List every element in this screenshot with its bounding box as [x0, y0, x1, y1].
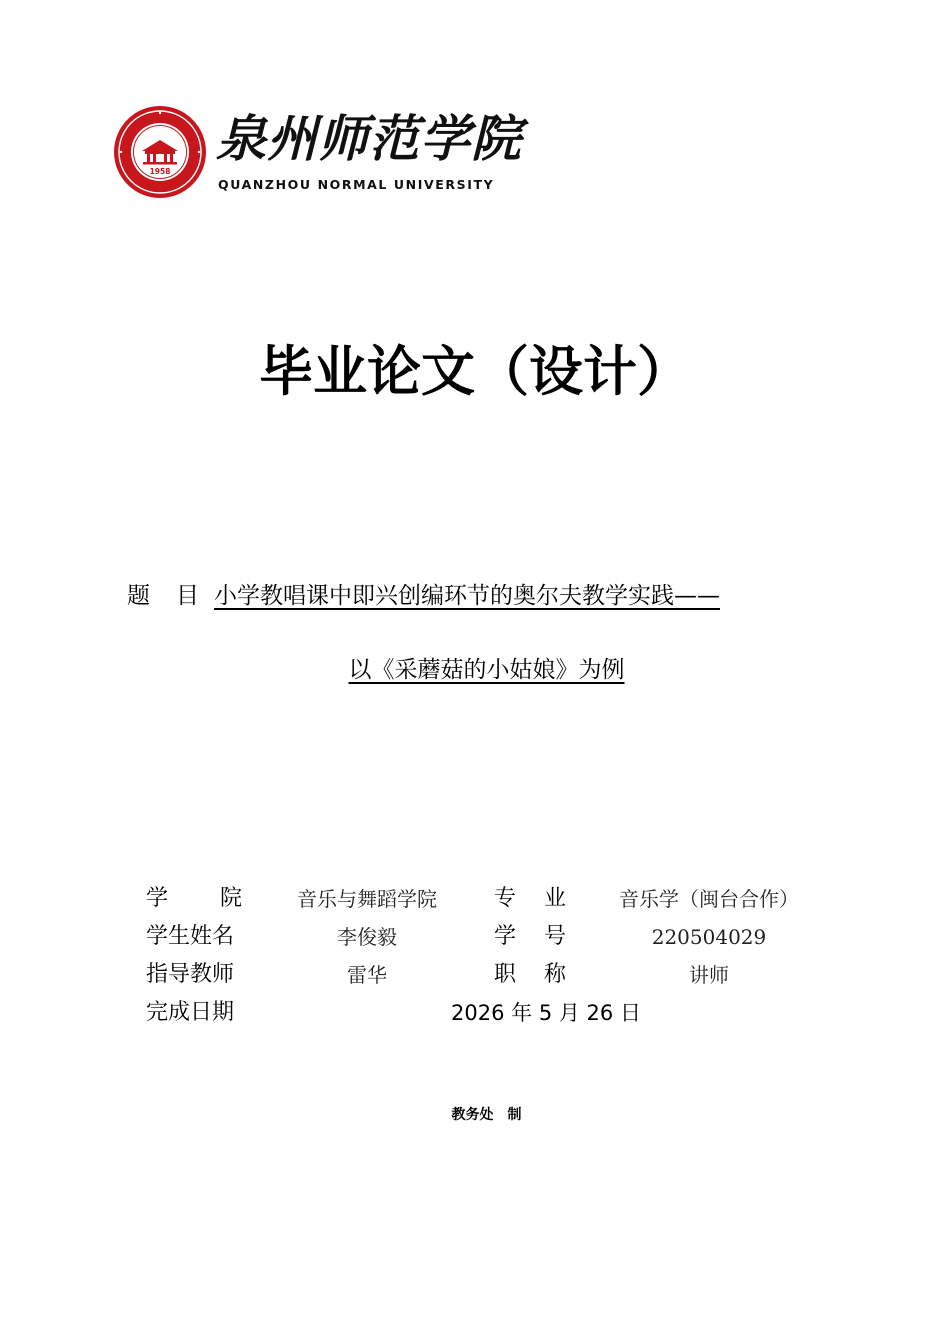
- info-value-completion-date: 2026 年 5 月 26 日: [451, 1001, 641, 1025]
- school-header: [112, 104, 532, 200]
- info-table: [146, 882, 846, 1034]
- info-label-college: 学 院: [146, 886, 242, 911]
- topic-line-1: 小学教唱课中即兴创编环节的奥尔夫教学实践——: [214, 583, 720, 609]
- info-row: [146, 920, 846, 958]
- svg-text:1958: 1958: [149, 167, 171, 176]
- info-value-college: 音乐与舞蹈学院: [297, 887, 437, 911]
- info-value-major: 音乐学（闽台合作）: [619, 887, 799, 911]
- info-value-student-id: 220504029: [651, 925, 767, 949]
- university-seal-logo: [112, 104, 208, 200]
- school-name-chinese: 泉州师范学院: [216, 109, 522, 168]
- info-label-student-id: 学 号: [494, 924, 566, 949]
- topic-label: 题 目: [127, 583, 199, 609]
- info-label-title: 职 称: [494, 962, 566, 987]
- document-title: 毕业论文（设计）: [259, 340, 691, 403]
- info-label-completion-date: 完成日期: [146, 1000, 235, 1025]
- info-value-student-name: 李俊毅: [337, 925, 397, 949]
- topic-line-2: 以《采蘑菇的小姑娘》为例: [348, 657, 625, 683]
- info-row: [146, 996, 846, 1034]
- info-value-title: 讲师: [689, 963, 729, 987]
- info-label-advisor: 指导教师: [146, 962, 235, 987]
- school-name-english: QUANZHOU NORMAL UNIVERSITY: [218, 177, 495, 192]
- info-label-major: 专 业: [494, 886, 566, 911]
- issuer-footer: 教务处 制: [451, 1107, 522, 1123]
- info-value-advisor: 雷华: [347, 963, 387, 987]
- info-row: [146, 882, 846, 920]
- info-row: [146, 958, 846, 996]
- info-label-student-name: 学生姓名: [146, 924, 235, 949]
